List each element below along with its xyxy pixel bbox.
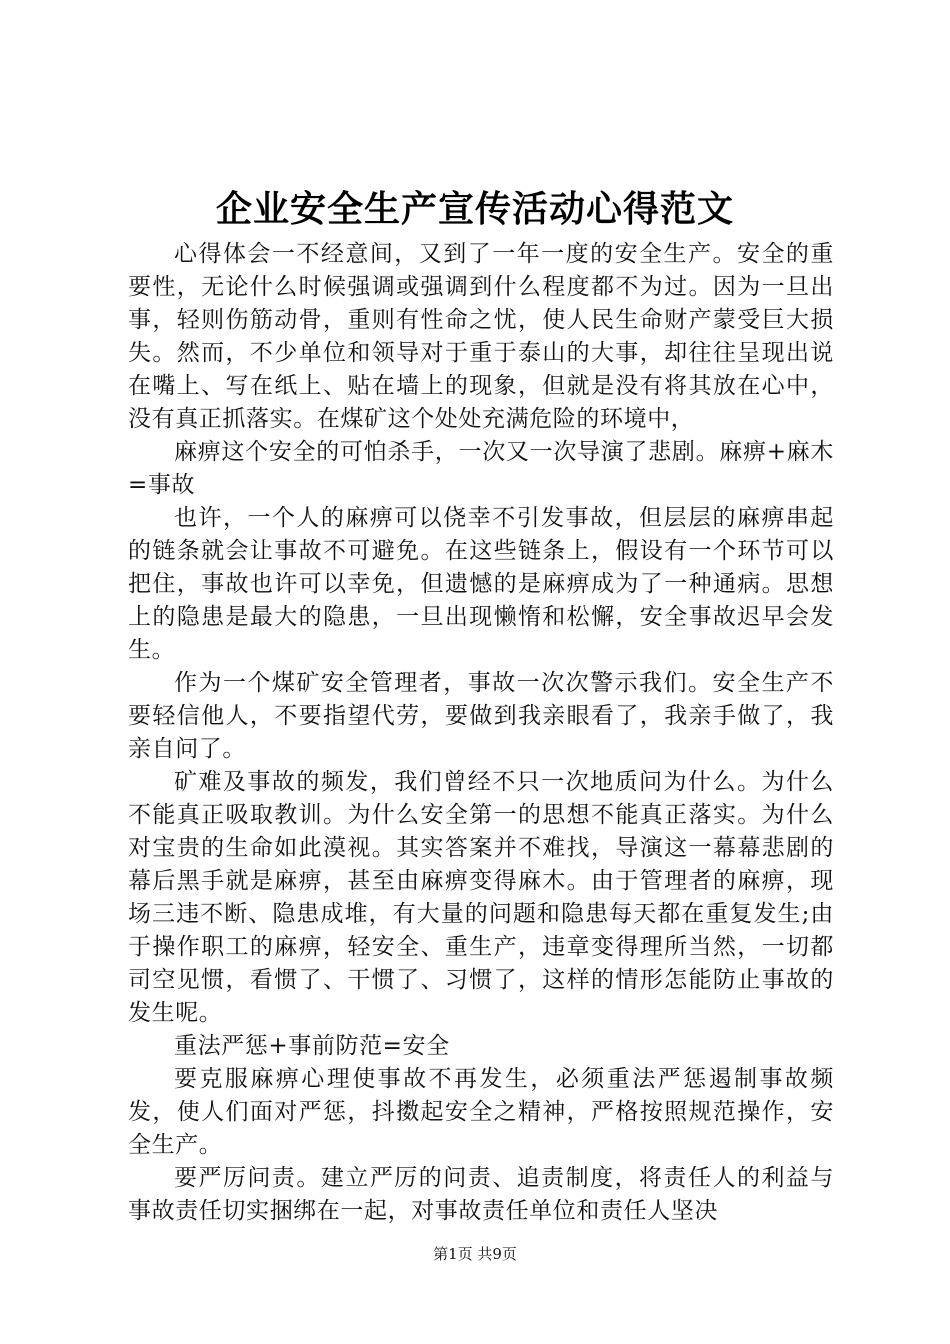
paragraph: 重法严惩+事前防范=安全	[174, 1033, 450, 1059]
paragraph: 也许，一个人的麻痹可以侥幸不引发事故，但层层的麻痹串起的链条就会让事故不可避免。在这些链条上，假设有一个环节可以把住，事故也许可以幸免，但遗憾的是麻痹成为了一种通病。思想上的隐患是最大的隐患，一旦出现懒惰和松懈，安全事故迟早会发生。	[128, 505, 834, 663]
paragraph: 心得体会一不经意间，又到了一年一度的安全生产。安全的重要性，无论什么时候强调或强调到什么程度都不为过。因为一旦出事，轻则伤筋动骨，重则有性命之忧，使人民生命财产蒙受巨大损失。然而，不少单位和领导对于重于泰山的大事，却往往呈现出说在嘴上、写在纸上、贴在墙上的现象，但就是没有将其放在心中，没有真正抓落实。在煤矿这个处处充满危险的环境中，	[128, 241, 834, 432]
paragraph: 麻痹这个安全的可怕杀手，一次又一次导演了悲剧。麻痹+麻木=事故	[128, 439, 834, 498]
paragraph: 要克服麻痹心理使事故不再发生，必须重法严惩遏制事故频发，使人们面对严惩，抖擞起安全之精神，严格按照规范操作，安全生产。	[128, 1066, 834, 1158]
page-footer: 第1页 共9页	[433, 1245, 517, 1263]
paragraph: 矿难及事故的频发，我们曾经不只一次地质问为什么。为什么不能真正吸取教训。为什么安全第一的思想不能真正落实。为什么对宝贵的生命如此漠视。其实答案并不难找，导演这一幕幕悲剧的幕后黑手就是麻痹，甚至由麻痹变得麻木。由于管理者的麻痹，现场三违不断、隐患成堆，有大量的问题和隐患每天都在重复发生;由于操作职工的麻痹，轻安全、重生产，违章变得理所当然，一切都司空见惯，看惯了、干惯了、习惯了，这样的情形怎能防止事故的发生呢。	[128, 769, 834, 1026]
document-body	[128, 238, 834, 1228]
paragraph: 要严厉问责。建立严厉的问责、追责制度，将责任人的利益与事故责任切实捆绑在一起，对事故责任单位和责任人坚决	[128, 1165, 834, 1224]
document-title: 企业安全生产宣传活动心得范文	[215, 188, 734, 230]
paragraph: 作为一个煤矿安全管理者，事故一次次警示我们。安全生产不要轻信他人，不要指望代劳，要做到我亲眼看了，我亲手做了，我亲自问了。	[128, 670, 834, 762]
